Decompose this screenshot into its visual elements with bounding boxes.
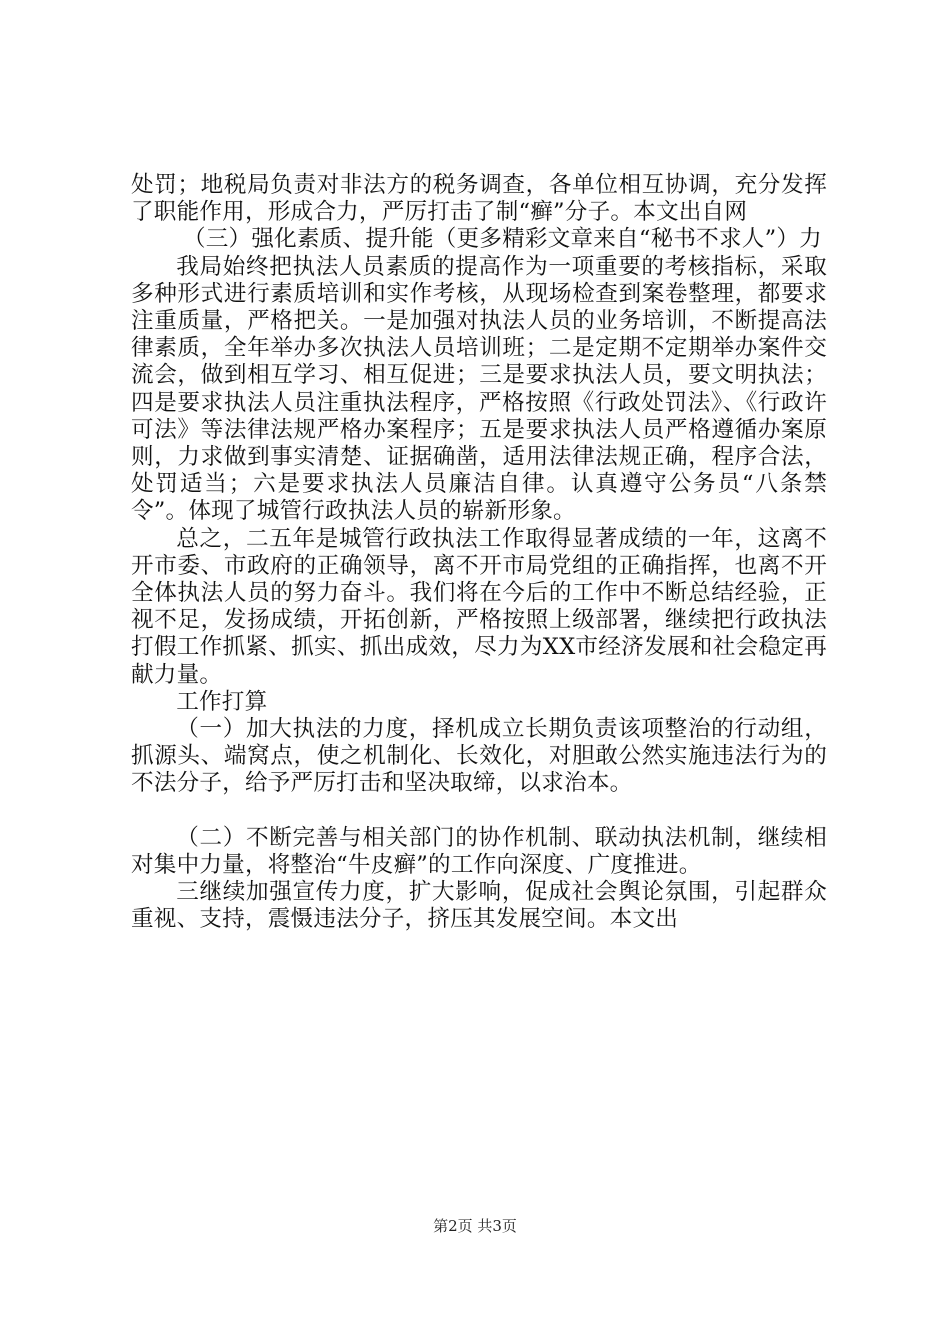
paragraph-quality-training: 我局始终把执法人员素质的提高作为一项重要的考核指标，采取多种形式进行素质培训和实作考核，从现场检查到案卷整理，都要求注重质量，严格把关。一是加强对执法人员的业务培训，不断提高法律素质，全年举办多次执法人员培训班；二是定期不定期举办案件交流会，做到相互学习、相互促进；三是要求执法人员，要文明执法；四是要求执法人员注重执法程序，严格按照《行政处罚法》、《行政许可法》等法律法规严格办案程序；五是要求执法人员严格遵循办案原则，力求做到事实清楚、证据确凿，适用法律法规正确，程序合法，处罚适当；六是要求执法人员廉洁自律。认真遵守公务员“八条禁令”。体现了城管行政执法人员的崭新形象。 <box>131 253 827 525</box>
page-number-label: 第2页 共3页 <box>433 1217 517 1235</box>
section-heading-quality: （三）强化素质、提升能（更多精彩文章来自“秘书不求人”）力 <box>182 226 822 253</box>
paragraph-plan-two: （二）不断完善与相关部门的协作机制、联动执法机制，继续相对集中力量，将整治“牛皮癣”的工作向深度、广度推进。 <box>131 824 827 878</box>
page-footer <box>0 1217 950 1235</box>
section-heading-work-plan: 工作打算 <box>176 688 268 715</box>
paragraph-plan-three: 三继续加强宣传力度，扩大影响，促成社会舆论氛围，引起群众重视、支持，震慑违法分子，挤压其发展空间。本文出 <box>131 879 827 933</box>
paragraph-summary: 总之，二五年是城管行政执法工作取得显著成绩的一年，这离不开市委、市政府的正确领导，离不开市局党组的正确指挥，也离不开全体执法人员的努力奋斗。我们将在今后的工作中不断总结经验，正视不足，发扬成绩，开拓创新，严格按照上级部署，继续把行政执法打假工作抓紧、抓实、抓出成效，尽力为XX市经济发展和社会稳定再献力量。 <box>131 525 827 688</box>
document-body <box>131 172 827 933</box>
paragraph-plan-one: （一）加大执法的力度，择机成立长期负责该项整治的行动组，抓源头、端窝点，使之机制化、长效化，对胆敢公然实施违法行为的不法分子，给予严厉打击和坚决取缔，以求治本。 <box>131 716 827 797</box>
paragraph-penalty-continuation: 处罚；地税局负责对非法方的税务调查，各单位相互协调，充分发挥了职能作用，形成合力，严厉打击了制“癣”分子。本文出自网 <box>131 172 827 226</box>
